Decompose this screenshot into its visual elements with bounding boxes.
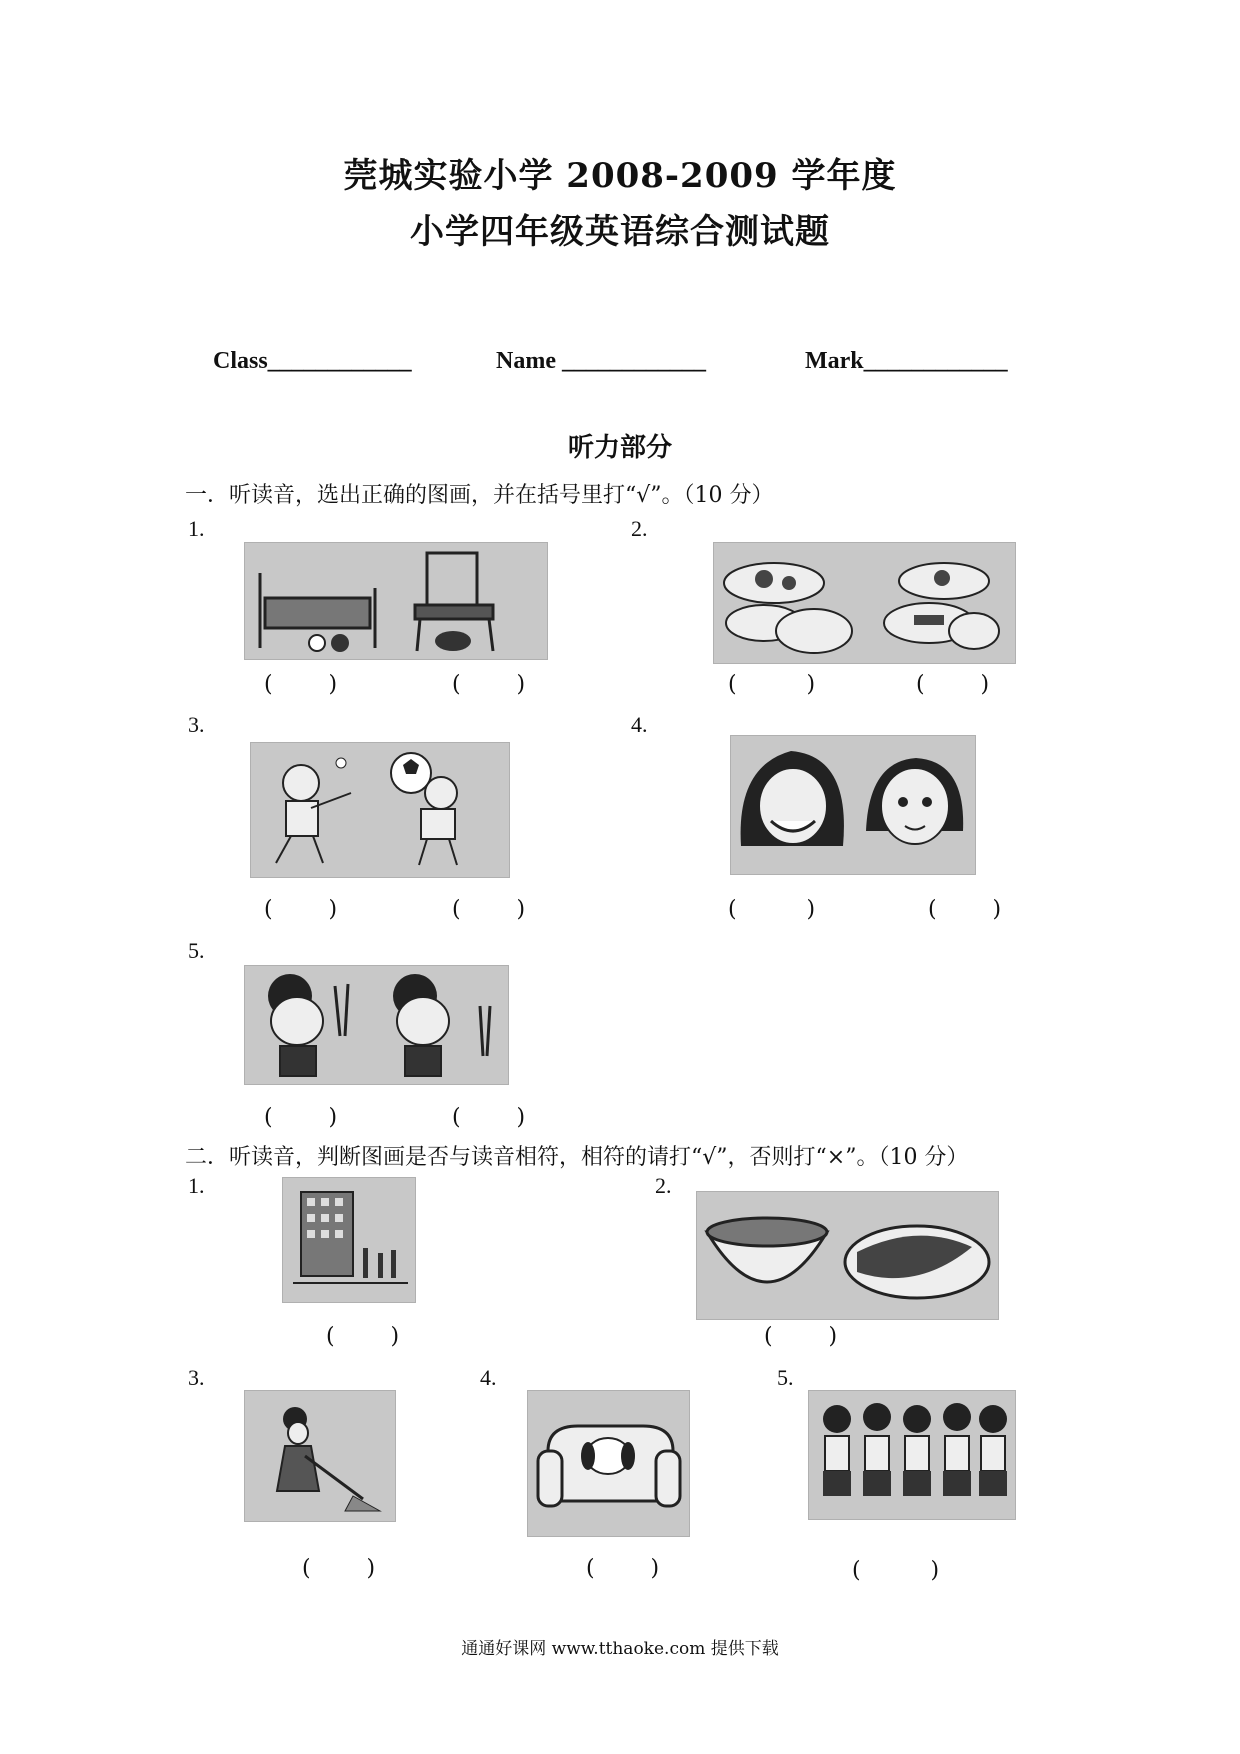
p2-q3-number: 3. bbox=[188, 1365, 205, 1390]
p1-q3-left-paren[interactable]: ( ) bbox=[264, 897, 338, 922]
p1-q2-right-paren[interactable]: ( ) bbox=[916, 672, 990, 697]
p1-q4-right-paren[interactable]: ( ) bbox=[928, 897, 1002, 922]
p2-q4-number: 4. bbox=[480, 1365, 497, 1390]
soup-and-fish-illustration bbox=[697, 1192, 998, 1319]
listening-section-title: 听力部分 bbox=[567, 433, 672, 463]
p2-q5-paren[interactable]: ( ) bbox=[852, 1558, 940, 1583]
dog-on-sofa-illustration bbox=[528, 1391, 689, 1536]
p1-q1-left-paren[interactable]: ( ) bbox=[264, 672, 338, 697]
p1-q4-left-paren[interactable]: ( ) bbox=[728, 897, 816, 922]
p1-q5-number: 5. bbox=[188, 938, 205, 963]
part2-instruction: 二．听读音，判断图画是否与读音相符，相符的请打“√”，否则打“×”。（10 分） bbox=[185, 1145, 969, 1170]
school-building-illustration bbox=[283, 1178, 415, 1302]
food-plates-illustration bbox=[714, 543, 1015, 663]
p2-q2-number: 2. bbox=[655, 1173, 672, 1198]
p1-q3-right-paren[interactable]: ( ) bbox=[452, 897, 526, 922]
p1-q2-left-paren[interactable]: ( ) bbox=[728, 672, 816, 697]
p1-q5-right-paren[interactable]: ( ) bbox=[452, 1105, 526, 1130]
p2-q2-paren[interactable]: ( ) bbox=[764, 1324, 838, 1349]
p1-q5-picture bbox=[244, 965, 509, 1085]
two-girls-faces-illustration bbox=[731, 736, 975, 874]
p1-q4-picture bbox=[730, 735, 976, 875]
p1-q3-number: 3. bbox=[188, 712, 205, 737]
p1-q2-number: 2. bbox=[631, 516, 648, 541]
group-of-students-illustration bbox=[809, 1391, 1015, 1519]
girl-sweeping-illustration bbox=[245, 1391, 395, 1521]
p1-q1-picture bbox=[244, 542, 548, 660]
p2-q4-picture bbox=[527, 1390, 690, 1537]
p1-q3-picture bbox=[250, 742, 510, 878]
page-footer: 通通好课网 www.tthaoke.com 提供下载 bbox=[461, 1639, 779, 1659]
p2-q3-paren[interactable]: ( ) bbox=[302, 1556, 376, 1581]
part1-instruction: 一．听读音，选出正确的图画，并在括号里打“√”。（10 分） bbox=[185, 483, 774, 508]
p2-q2-picture bbox=[696, 1191, 999, 1320]
mark-field: Mark____________ bbox=[805, 348, 1008, 374]
bed-and-chair-illustration bbox=[245, 543, 547, 659]
p1-q5-left-paren[interactable]: ( ) bbox=[264, 1105, 338, 1130]
p1-q4-number: 4. bbox=[631, 712, 648, 737]
p1-q1-number: 1. bbox=[188, 516, 205, 541]
name-field: Name ____________ bbox=[496, 348, 706, 374]
p2-q5-number: 5. bbox=[777, 1365, 794, 1390]
p1-q1-right-paren[interactable]: ( ) bbox=[452, 672, 526, 697]
p2-q1-number: 1. bbox=[188, 1173, 205, 1198]
p2-q1-picture bbox=[282, 1177, 416, 1303]
boys-playing-ball-illustration bbox=[251, 743, 509, 877]
girls-with-utensils-illustration bbox=[245, 966, 508, 1084]
exam-title-line1: 莞城实验小学 2008-2009 学年度 bbox=[343, 156, 897, 196]
class-field: Class____________ bbox=[213, 348, 412, 374]
p2-q4-paren[interactable]: ( ) bbox=[586, 1556, 660, 1581]
exam-title-line2: 小学四年级英语综合测试题 bbox=[410, 212, 830, 252]
p1-q2-picture bbox=[713, 542, 1016, 664]
p2-q5-picture bbox=[808, 1390, 1016, 1520]
p2-q3-picture bbox=[244, 1390, 396, 1522]
p2-q1-paren[interactable]: ( ) bbox=[326, 1324, 400, 1349]
